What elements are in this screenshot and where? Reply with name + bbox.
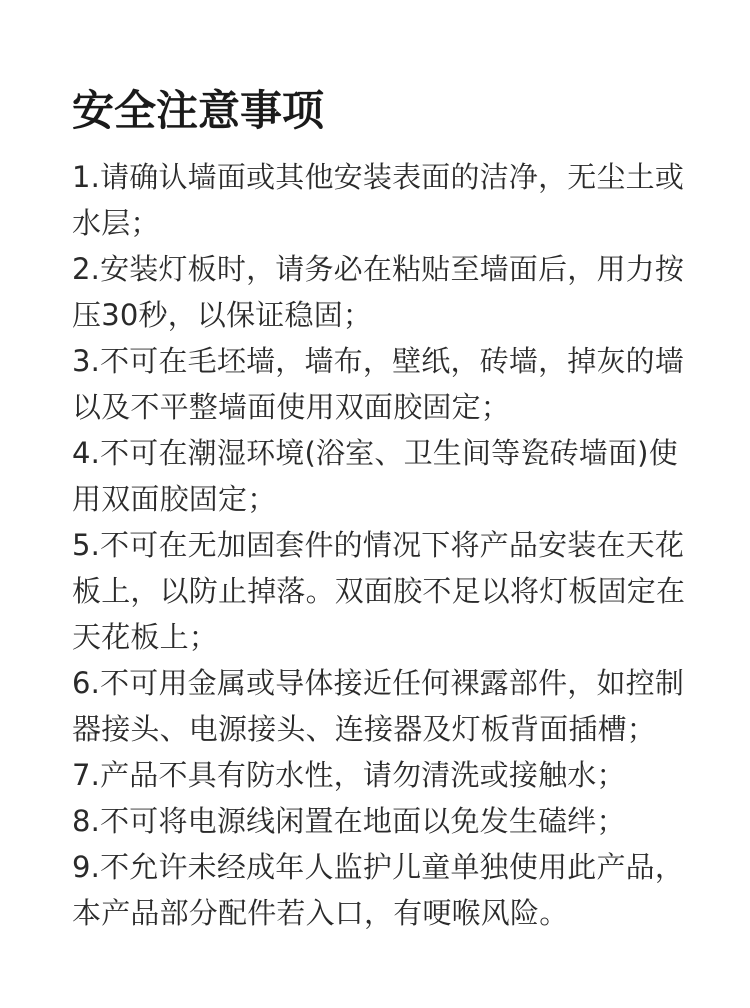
safety-item-7: 7.产品不具有防水性，请勿清洗或接触水； — [72, 758, 626, 792]
safety-item-9: 9.不允许未经成年人监护儿童单独使用此产品，本产品部分配件若入口，有哽喉风险。 — [72, 850, 685, 930]
safety-item-1: 1.请确认墙面或其他安装表面的洁净，无尘土或水层； — [72, 160, 685, 240]
safety-item-5: 5.不可在无加固套件的情况下将产品安装在天花板上，以防止掉落。双面胶不足以将灯板固定在天花板上； — [72, 528, 686, 654]
safety-item-3: 3.不可在毛坯墙，墙布，壁纸，砖墙，掉灰的墙以及不平整墙面使用双面胶固定； — [72, 344, 685, 424]
safety-list — [72, 154, 688, 936]
safety-item-4: 4.不可在潮湿环境(浴室、卫生间等瓷砖墙面)使用双面胶固定； — [72, 436, 678, 516]
page-title: 安全注意事项 — [72, 86, 325, 135]
safety-item-8: 8.不可将电源线闲置在地面以免发生磕绊； — [72, 804, 626, 838]
safety-item-2: 2.安装灯板时，请务必在粘贴至墙面后，用力按压30秒，以保证稳固； — [72, 252, 685, 332]
safety-item-6: 6.不可用金属或导体接近任何裸露部件，如控制器接头、电源接头、连接器及灯板背面插槽； — [72, 666, 685, 746]
